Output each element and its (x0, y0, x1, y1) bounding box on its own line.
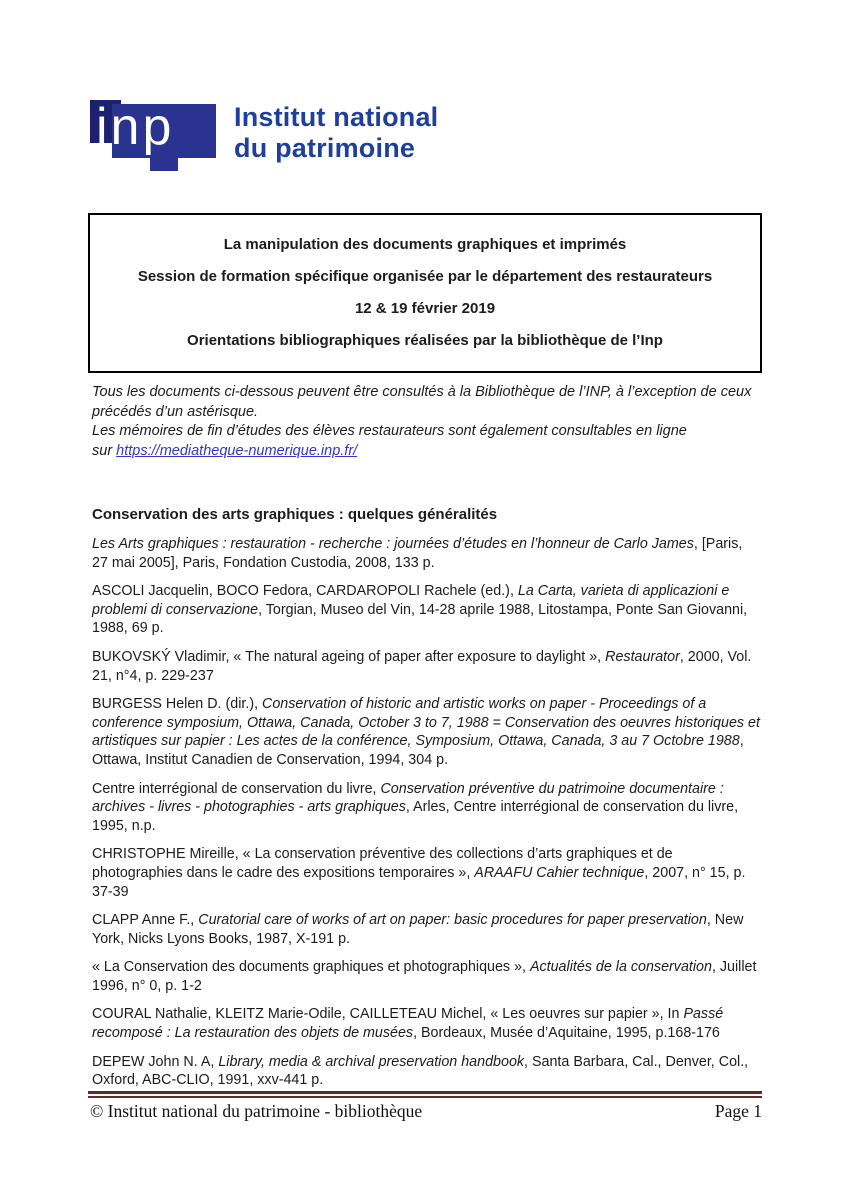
entry-title-italic: La Carta, varieta di applicazioni e problemi di conservazione (92, 583, 730, 618)
bibliography-entry (92, 695, 762, 769)
logo-org-line1: Institut national (234, 102, 439, 132)
entry-title-italic: Library, media & archival preservation handbook (218, 1053, 525, 1070)
entry-text: , 2000, Vol. 21, n°4, p. 229-237 (92, 648, 752, 684)
bibliography-entry (92, 582, 762, 638)
note-line-2: Les mémoires de fin d’études des élèves restaurateurs sont également consultables en ligne (92, 423, 687, 439)
bibliography-entry (92, 780, 762, 836)
entry-title-italic: Conservation of historic and artistic works on paper - Proceedings of a conference symposium, Ottawa, Canada, October 3 to 7, 1988 = Conservation des oeuvres historiques et artistiques sur papier : Les actes de la conférence, Symposium, Ottawa, Canada, 3 au 7 Octobre 1988 (92, 696, 760, 750)
footer-copyright: © Institut national du patrimoine - bibliothèque (90, 1101, 423, 1121)
entry-text: , [Paris, 27 mai 2005], Paris, Fondation Custodia, 2008, 133 p. (92, 536, 743, 571)
entry-text: DEPEW John N. A, (92, 1053, 219, 1070)
entry-title-italic: Restaurator (605, 648, 680, 665)
header-box-line-session: Session de formation spécifique organisée par le département des restaurateurs (137, 268, 713, 285)
link-prefix: sur (92, 442, 117, 459)
logo-acronym: inp (96, 98, 175, 156)
entry-text: Centre interrégional de conservation du livre, (92, 780, 381, 797)
bibliography-entry (92, 1005, 762, 1042)
inp-logo-mark (90, 95, 220, 177)
entry-title-italic: Passé recomposé : La restauration des objets de musées (92, 1006, 724, 1042)
note-link-line (92, 442, 762, 462)
entry-text: , Torgian, Museo del Vin, 14-28 aprile 1988, Litostampa, Ponte San Giovanni, 1988, 69 p. (92, 601, 748, 637)
section-heading: Conservation des arts graphiques : quelques généralités (92, 506, 498, 523)
header-box (88, 213, 762, 373)
entry-title-italic: Actualités de la conservation (529, 959, 712, 976)
footer (90, 1101, 762, 1122)
entry-text: CLAPP Anne F., (92, 912, 199, 929)
entry-title-italic: ARAAFU Cahier technique (474, 864, 645, 881)
bibliography-entry (92, 958, 762, 995)
bibliography-entry (92, 911, 762, 948)
entry-text: , Santa Barbara, Cal., Denver, Col., Oxford, ABC-CLIO, 1991, xxv-441 p. (92, 1053, 749, 1089)
bibliography-list (92, 535, 762, 1090)
footer-rule-thick-line (88, 1091, 762, 1094)
footer-rule-thin-line (88, 1096, 762, 1098)
entry-text: , Juillet 1996, n° 0, p. 1-2 (92, 959, 757, 994)
bibliography-entry (92, 845, 762, 901)
logo-org-name (234, 95, 438, 164)
entry-title-italic: Les Arts graphiques : restauration - recherche : journées d’études en l’honneur de Carlo James (92, 536, 694, 552)
header-box-line-orientation: Orientations bibliographiques réalisées par la bibliothèque de l’Inp (187, 332, 663, 349)
inp-logo (90, 95, 438, 177)
intro-note (92, 383, 762, 461)
footer-page-number: Page 1 (714, 1101, 762, 1121)
entry-text: , Arles, Centre interrégional de conservation du livre, 1995, n.p. (92, 799, 739, 834)
entry-text: CHRISTOPHE Mireille, « La conservation préventive des collections d’arts graphiques et de photographies dans le cadre des expositions temporaires », (92, 846, 673, 881)
entry-title-italic: Conservation préventive du patrimoine documentaire : archives - livres - photographies - arts graphiques (92, 780, 724, 816)
entry-text: BUKOVSKÝ Vladimir, « The natural ageing of paper after exposure to daylight », (92, 648, 606, 665)
entry-text: , Ottawa, Institut Canadien de Conservation, 1994, 304 p. (92, 733, 744, 768)
header-box-line-date: 12 & 19 février 2019 (354, 300, 496, 317)
entry-text: « La Conservation des documents graphiques et photographiques », (92, 959, 530, 976)
bibliography-entry (92, 535, 762, 572)
entry-title-italic: Curatorial care of works of art on paper: basic procedures for paper preservation (198, 912, 707, 929)
footer-rule (88, 1091, 762, 1098)
entry-text: , Bordeaux, Musée d’Aquitaine, 1995, p.168-176 (413, 1025, 720, 1042)
note-line-1: Tous les documents ci-dessous peuvent être consultés à la Bibliothèque de l’INP, à l’exception de ceux précédés d’un astérisque. (92, 384, 752, 420)
entry-text: ASCOLI Jacquelin, BOCO Fedora, CARDAROPOLI Rachele (ed.), (92, 583, 518, 600)
mediatheque-link[interactable]: https://mediatheque-numerique.inp.fr/ (116, 442, 358, 459)
entry-text: , New York, Nicks Lyons Books, 1987, X-191 p. (92, 912, 744, 947)
entry-text: COURAL Nathalie, KLEITZ Marie-Odile, CAILLETEAU Michel, « Les oeuvres sur papier », In (92, 1006, 684, 1023)
entry-text: , 2007, n° 15, p. 37-39 (92, 864, 746, 900)
bibliography-entry (92, 1053, 762, 1090)
logo-org-line2: du patrimoine (234, 133, 416, 163)
page-content (92, 383, 762, 1100)
entry-text: BURGESS Helen D. (dir.), (92, 696, 263, 713)
header-box-line-title: La manipulation des documents graphiques et imprimés (223, 236, 627, 253)
bibliography-entry (92, 648, 762, 685)
